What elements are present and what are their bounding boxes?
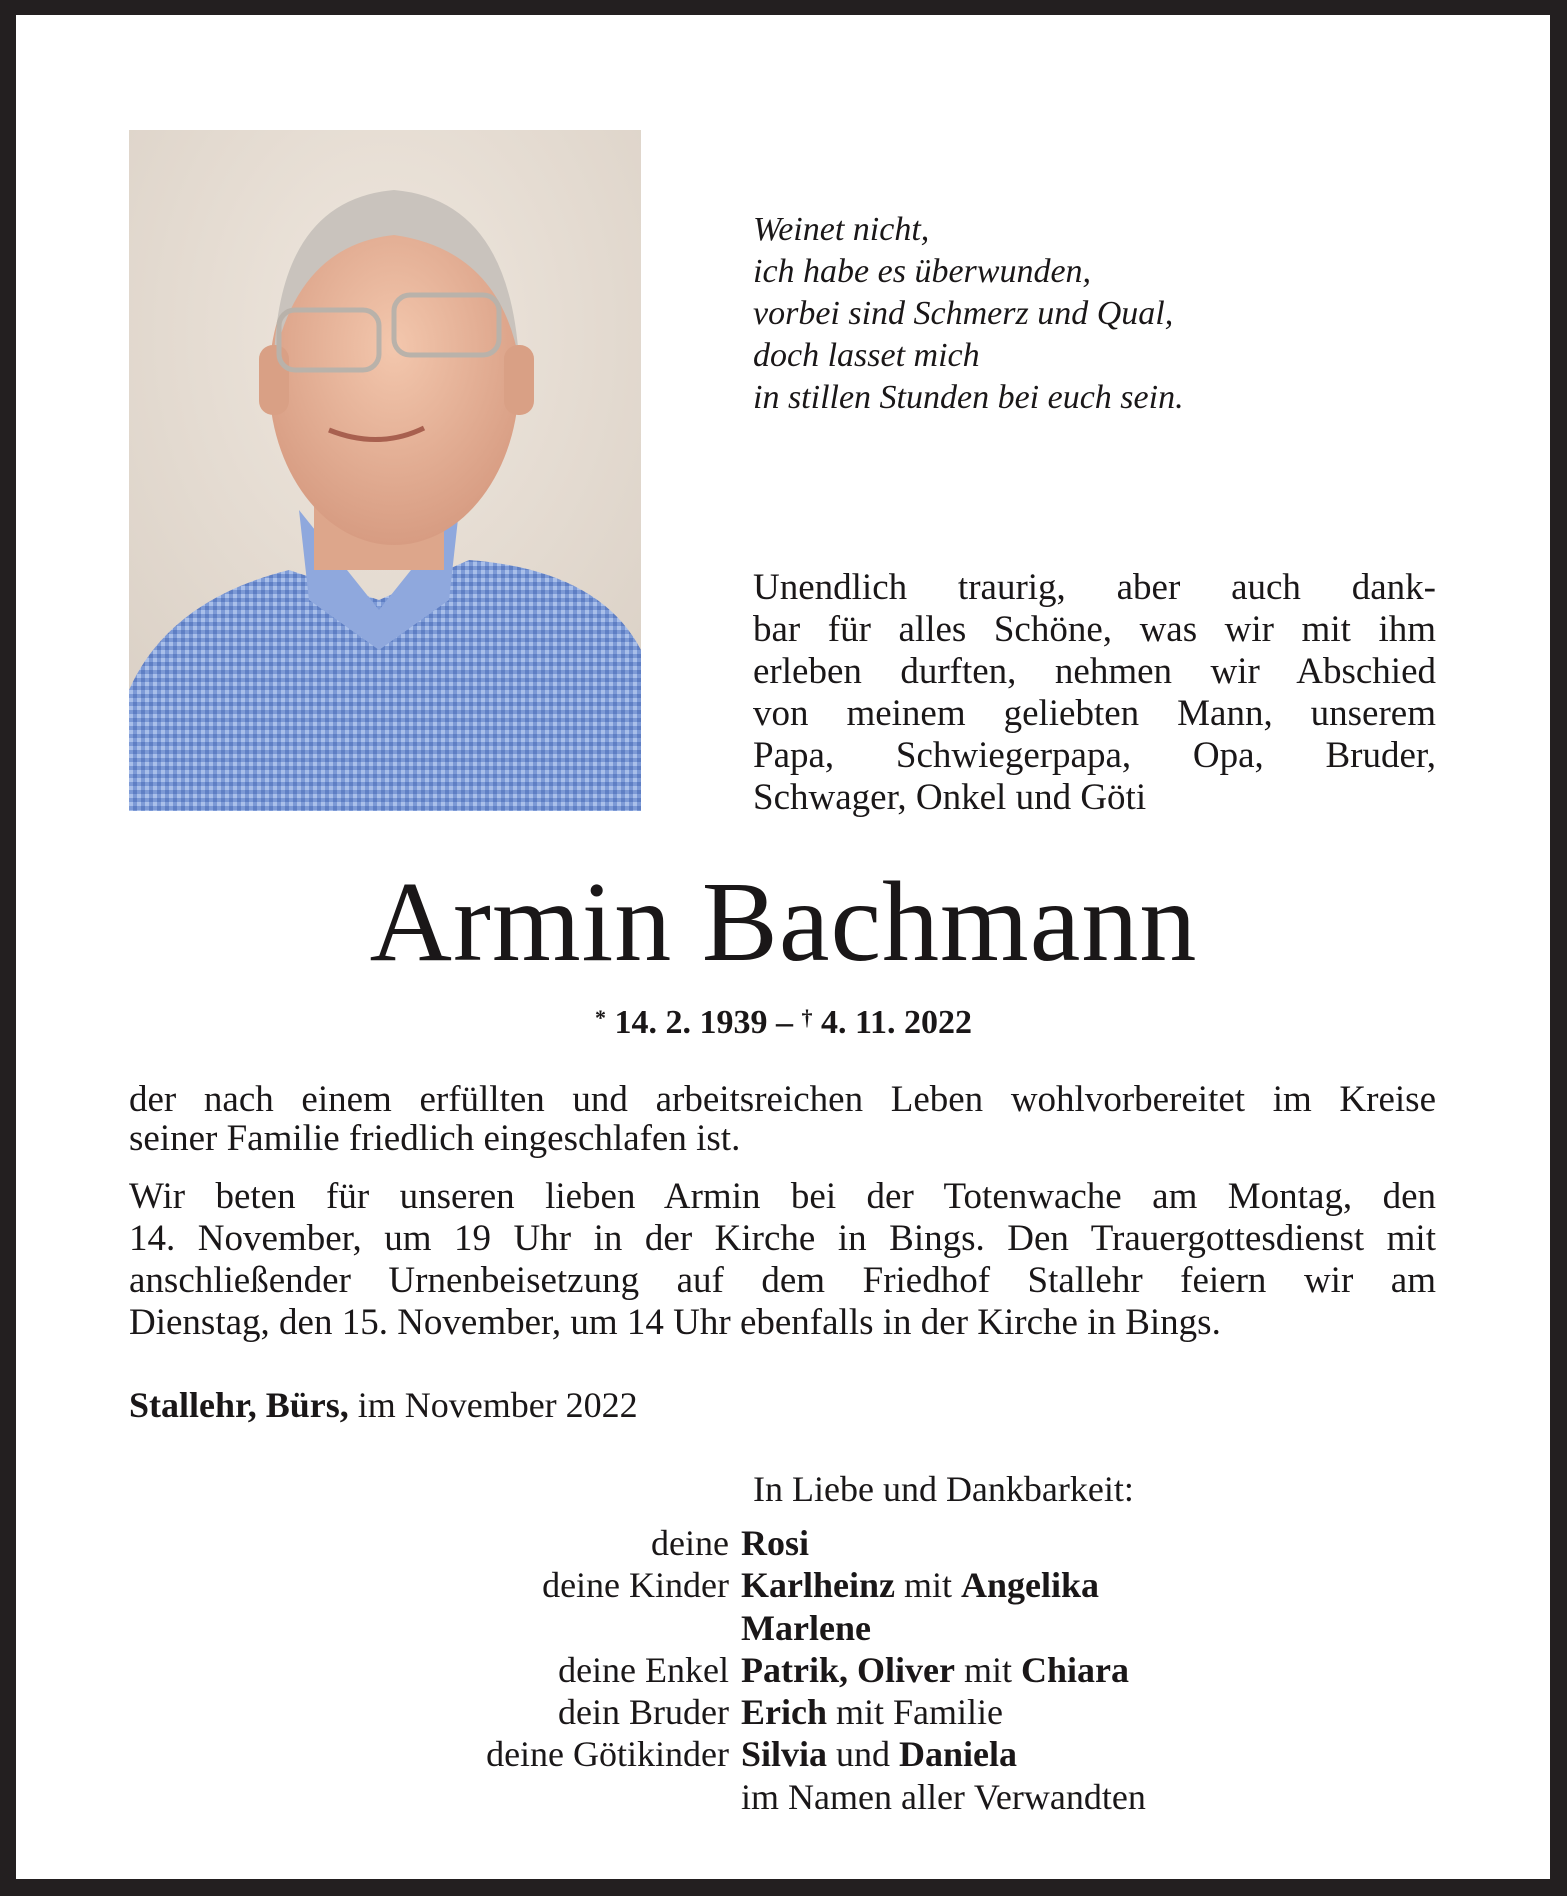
intro-line: bar für alles Schöne, was wir mit ihm	[753, 609, 1436, 650]
family-member-name: Daniela	[899, 1734, 1018, 1775]
intro-paragraph	[753, 567, 1436, 819]
family-row	[0, 1776, 1567, 1818]
poem-line: Weinet nicht,	[753, 211, 930, 248]
family-names	[741, 1733, 1017, 1775]
relation-label: deine Kinder	[542, 1565, 729, 1606]
poem-line: vorbei sind Schmerz und Qual,	[753, 295, 1174, 332]
intro-line: Papa, Schwiegerpapa, Opa, Bruder,	[753, 735, 1436, 776]
family-row	[0, 1564, 1567, 1606]
intro-line: von meinem geliebten Mann, unserem	[753, 693, 1436, 734]
family-names	[741, 1522, 809, 1564]
life-dates	[0, 998, 1567, 1043]
body-line: anschließender Urnenbeisetzung auf dem Friedhof Stallehr feiern wir am	[129, 1260, 1436, 1301]
family-member-name: Erich	[741, 1692, 827, 1733]
body-paragraph-1	[129, 1080, 1436, 1158]
connector-text: und	[827, 1734, 900, 1775]
date-separator: –	[767, 1004, 802, 1041]
connector-text: mit Familie	[827, 1692, 1003, 1733]
poem-line: in stillen Stunden bei euch sein.	[753, 379, 1184, 416]
family-member-name: Rosi	[741, 1523, 810, 1563]
portrait-photo	[129, 130, 641, 811]
body-line: Dienstag, den 15. November, um 14 Uhr ebenfalls in der Kirche in Bings.	[129, 1302, 1221, 1343]
family-member-name: Chiara	[1020, 1649, 1129, 1690]
family-names	[741, 1607, 871, 1649]
connector-text: mit	[954, 1649, 1021, 1690]
family-member-name: Patrik, Oliver	[741, 1649, 955, 1690]
intro-line: Unendlich traurig, aber auch dank-	[753, 567, 1436, 608]
relation-label: deine	[651, 1523, 729, 1563]
family-row	[0, 1522, 1567, 1564]
family-list	[0, 1522, 1567, 1818]
family-names	[741, 1691, 1003, 1733]
intro-line: Schwager, Onkel und Göti	[753, 777, 1147, 818]
relation-label	[0, 1607, 741, 1649]
poem-line: ich habe es überwunden,	[753, 253, 1092, 290]
birth-star-icon: *	[594, 1005, 606, 1030]
body-line: der nach einem erfüllten und arbeitsreichen Leben wohlvorbereitet im Kreise	[129, 1079, 1436, 1120]
body-line: seiner Familie friedlich eingeschlafen ist.	[129, 1118, 741, 1159]
relation-label: deine Enkel	[558, 1649, 729, 1690]
family-names	[741, 1776, 1146, 1818]
relation-label: deine Götikinder	[486, 1734, 729, 1775]
body-paragraph-2	[129, 1176, 1436, 1344]
family-member-name: Karlheinz	[741, 1565, 895, 1606]
place: Stallehr, Bürs,	[129, 1385, 349, 1425]
body-line: 14. November, um 19 Uhr in der Kirche in Bings. Den Trauergottesdienst mit	[129, 1218, 1436, 1259]
poem-line: doch lasset mich	[753, 337, 980, 374]
connector-text: im Namen aller Verwandten	[741, 1776, 1146, 1817]
dedication: In Liebe und Dankbarkeit:	[753, 1469, 1134, 1509]
family-row	[0, 1649, 1567, 1691]
place-date	[129, 1384, 638, 1426]
deceased-name: Armin Bachmann	[369, 858, 1198, 985]
family-row	[0, 1733, 1567, 1775]
family-member-name: Marlene	[741, 1607, 871, 1648]
family-row	[0, 1691, 1567, 1733]
connector-text: mit	[894, 1565, 961, 1606]
death-date: 4. 11. 2022	[820, 1004, 973, 1041]
death-cross-icon: †	[801, 1005, 813, 1030]
poem	[753, 209, 1184, 419]
family-member-name: Silvia	[741, 1734, 828, 1775]
date: im November 2022	[348, 1385, 638, 1425]
family-member-name: Angelika	[961, 1565, 1100, 1606]
birth-date: 14. 2. 1939	[614, 1004, 768, 1041]
family-names	[741, 1649, 1129, 1691]
family-row	[0, 1607, 1567, 1649]
relation-label	[0, 1776, 741, 1818]
body-line: Wir beten für unseren lieben Armin bei der Totenwache am Montag, den	[129, 1176, 1436, 1217]
relation-label: dein Bruder	[558, 1692, 729, 1733]
family-names	[741, 1564, 1099, 1606]
intro-line: erleben durften, nehmen wir Abschied	[753, 651, 1436, 692]
